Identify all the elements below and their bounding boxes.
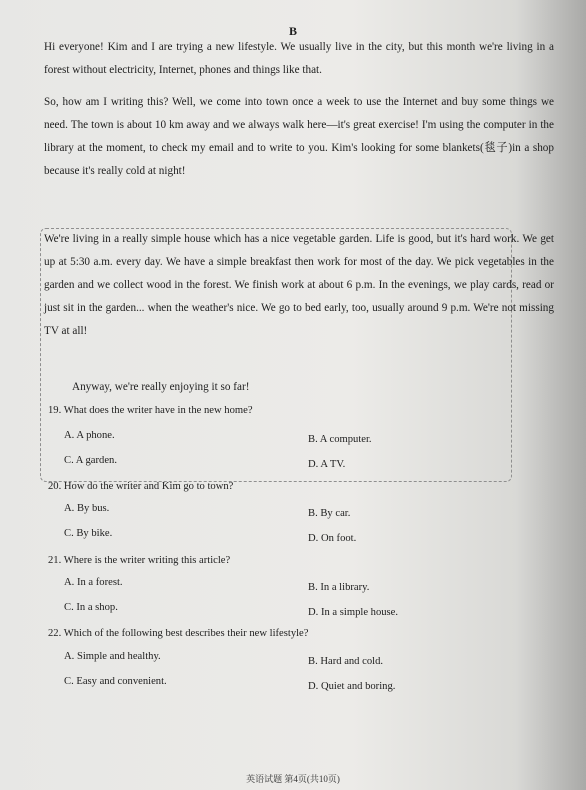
- question-22-option-a[interactable]: A. Simple and healthy.: [64, 651, 161, 662]
- question-20-option-a[interactable]: A. By bus.: [64, 503, 110, 514]
- question-21-option-c[interactable]: C. In a shop.: [64, 602, 118, 613]
- question-21-option-d[interactable]: D. In a simple house.: [308, 607, 399, 618]
- question-22-option-b[interactable]: B. Hard and cold.: [308, 656, 384, 667]
- section-letter: B: [288, 24, 297, 38]
- passage-paragraph-4: Anyway, we're really enjoying it so far!: [72, 381, 250, 393]
- question-21-option-a[interactable]: A. In a forest.: [64, 577, 123, 588]
- page-footer: 英语试题 第4页(共10页): [246, 774, 340, 784]
- question-19-option-d[interactable]: D. A TV.: [308, 459, 346, 470]
- question-20-option-b[interactable]: B. By car.: [308, 508, 351, 519]
- question-19-option-c[interactable]: C. A garden.: [64, 455, 117, 466]
- passage-paragraph-3: We're living in a really simple house which has a nice vegetable garden. Life is good, but it's hard work. We get up at 5:30 a.m. every day. We have a simple breakfast then work for most of the day. We pick vegetables in the garden and we collect wood in the forest. We finish work at about 6 p.m. In the evenings, we play cards, read or just sit in the garden... when the weather's nice. We go to bed early, too, usually around 9 p.m. We're not missing TV at all!: [44, 233, 554, 337]
- question-20-option-c[interactable]: C. By bike.: [64, 528, 113, 539]
- question-20-option-d[interactable]: D. On foot.: [308, 533, 357, 544]
- question-20-stem: 20. How do the writer and Kim go to town?: [48, 481, 234, 492]
- passage-paragraph-1: Hi everyone! Kim and I are trying a new lifestyle. We usually live in the city, but this month we're living in a forest without electricity, Internet, phones and things like that.: [44, 41, 554, 76]
- passage-paragraph-2: So, how am I writing this? Well, we come into town once a week to use the Internet and buy some things we need. The town is about 10 km away and we always walk here—it's great exercise! I'm using the computer in the library at the moment, to check my email and to write to you. Kim's looking for some blankets(毯子)in a shop because it's really cold at night!: [44, 96, 554, 177]
- question-21-option-b[interactable]: B. In a library.: [308, 582, 370, 593]
- question-22-option-c[interactable]: C. Easy and convenient.: [64, 676, 167, 687]
- question-21-stem: 21. Where is the writer writing this article?: [48, 555, 231, 566]
- question-22-stem: 22. Which of the following best describes their new lifestyle?: [48, 628, 309, 639]
- question-19-option-b[interactable]: B. A computer.: [308, 434, 372, 445]
- question-22-option-d[interactable]: D. Quiet and boring.: [308, 681, 396, 692]
- question-19-option-a[interactable]: A. A phone.: [64, 430, 115, 441]
- question-19-stem: 19. What does the writer have in the new home?: [48, 405, 253, 416]
